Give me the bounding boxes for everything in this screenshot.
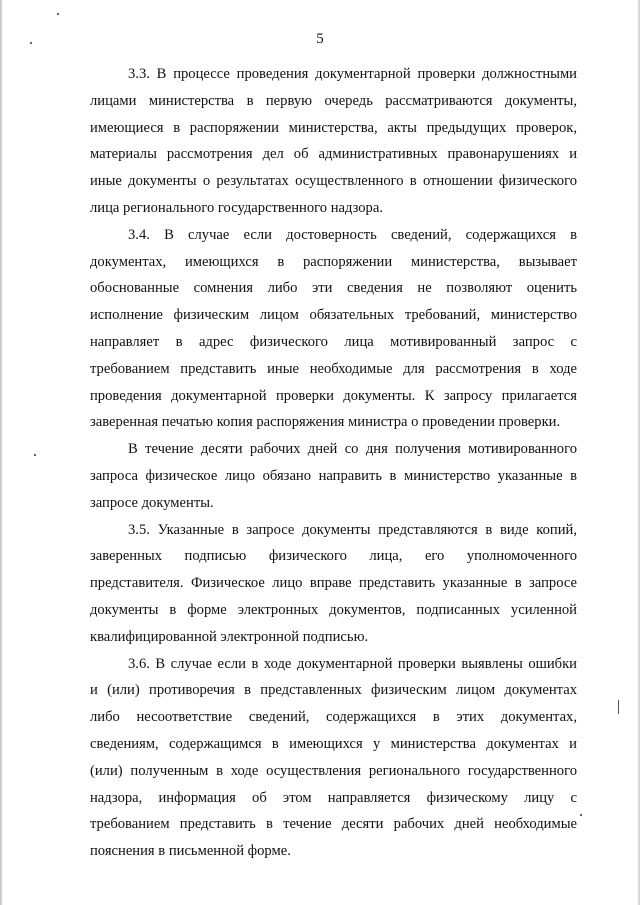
text-line: имеющиеся в распоряжении министерства, акты предыдущих проверок, [90,119,577,136]
text-line: 3.4. В случае если достоверность сведений, содержащихся в [128,226,577,243]
paragraph [90,61,577,222]
text-line: пояснения в письменной форме. [90,843,291,860]
text-line: В течение десяти рабочих дней со дня получения мотивированного [128,441,577,458]
scan-speck [580,814,582,816]
text-line: документах, имеющихся в распоряжении министерства, вызывает [90,253,577,270]
scan-speck [57,13,59,15]
text-line: сведениям, содержащимся в имеющихся у министерства документах и [90,735,577,752]
text-line: 3.6. В случае если в ходе документарной проверки выявлены ошибки [128,655,577,672]
text-line: 3.5. Указанные в запросе документы представляются в виде копий, [128,521,577,538]
document-body [90,61,577,865]
text-line: запроса физическое лицо обязано направить в министерство указанные в [90,467,577,484]
text-line: иные документы о результатах осуществленного в отношении физического [90,173,577,190]
paragraph [90,436,577,516]
scan-tick [618,700,619,714]
text-line: направляет в адрес физического лица мотивированный запрос с [90,333,577,350]
text-line: запросе документы. [90,494,214,511]
text-line: проведения документарной проверки документы. К запросу прилагается [90,387,577,404]
text-line: заверенных подписью физического лица, его уполномоченного [90,548,577,565]
paragraph [90,517,577,651]
paragraph [90,651,577,865]
page-number: 5 [316,31,324,47]
text-line: обоснованные сомнения либо эти сведения не позволяют оценить [90,280,577,297]
text-line: исполнение физическим лицом обязательных требований, министерство [90,307,577,324]
text-line: лицами министерства в первую очередь рассматриваются документы, [90,92,577,109]
text-line: 3.3. В процессе проведения документарной проверки должностными [128,66,577,82]
text-line: квалифицированной электронной подписью. [90,628,369,645]
text-line: документы в форме электронных документов, подписанных усиленной [90,601,577,618]
scan-left-edge [0,0,3,905]
paragraph [90,222,577,436]
text-line: надзора, информация об этом направляется физическому лицу с [90,789,577,806]
text-line: представителя. Физическое лицо вправе представить указанные в запросе [90,575,577,592]
text-line: материалы рассмотрения дел об административных правонарушениях и [90,146,577,163]
text-line: (или) полученным в ходе осуществления регионального государственного [90,762,577,779]
text-line: и (или) противоречия в представленных физическим лицом документах [90,682,577,699]
text-line: требованием представить иные необходимые для рассмотрения в ходе [90,360,577,377]
text-line: либо несоответствие сведений, содержащихся в этих документах, [90,709,577,726]
text-line: заверенная печатью копия распоряжения министра о проведении проверки. [90,414,561,431]
scan-speck [34,454,36,456]
text-line: лица регионального государственного надзора. [90,199,383,216]
text-line: требованием представить в течение десяти рабочих дней необходимые [90,816,577,833]
